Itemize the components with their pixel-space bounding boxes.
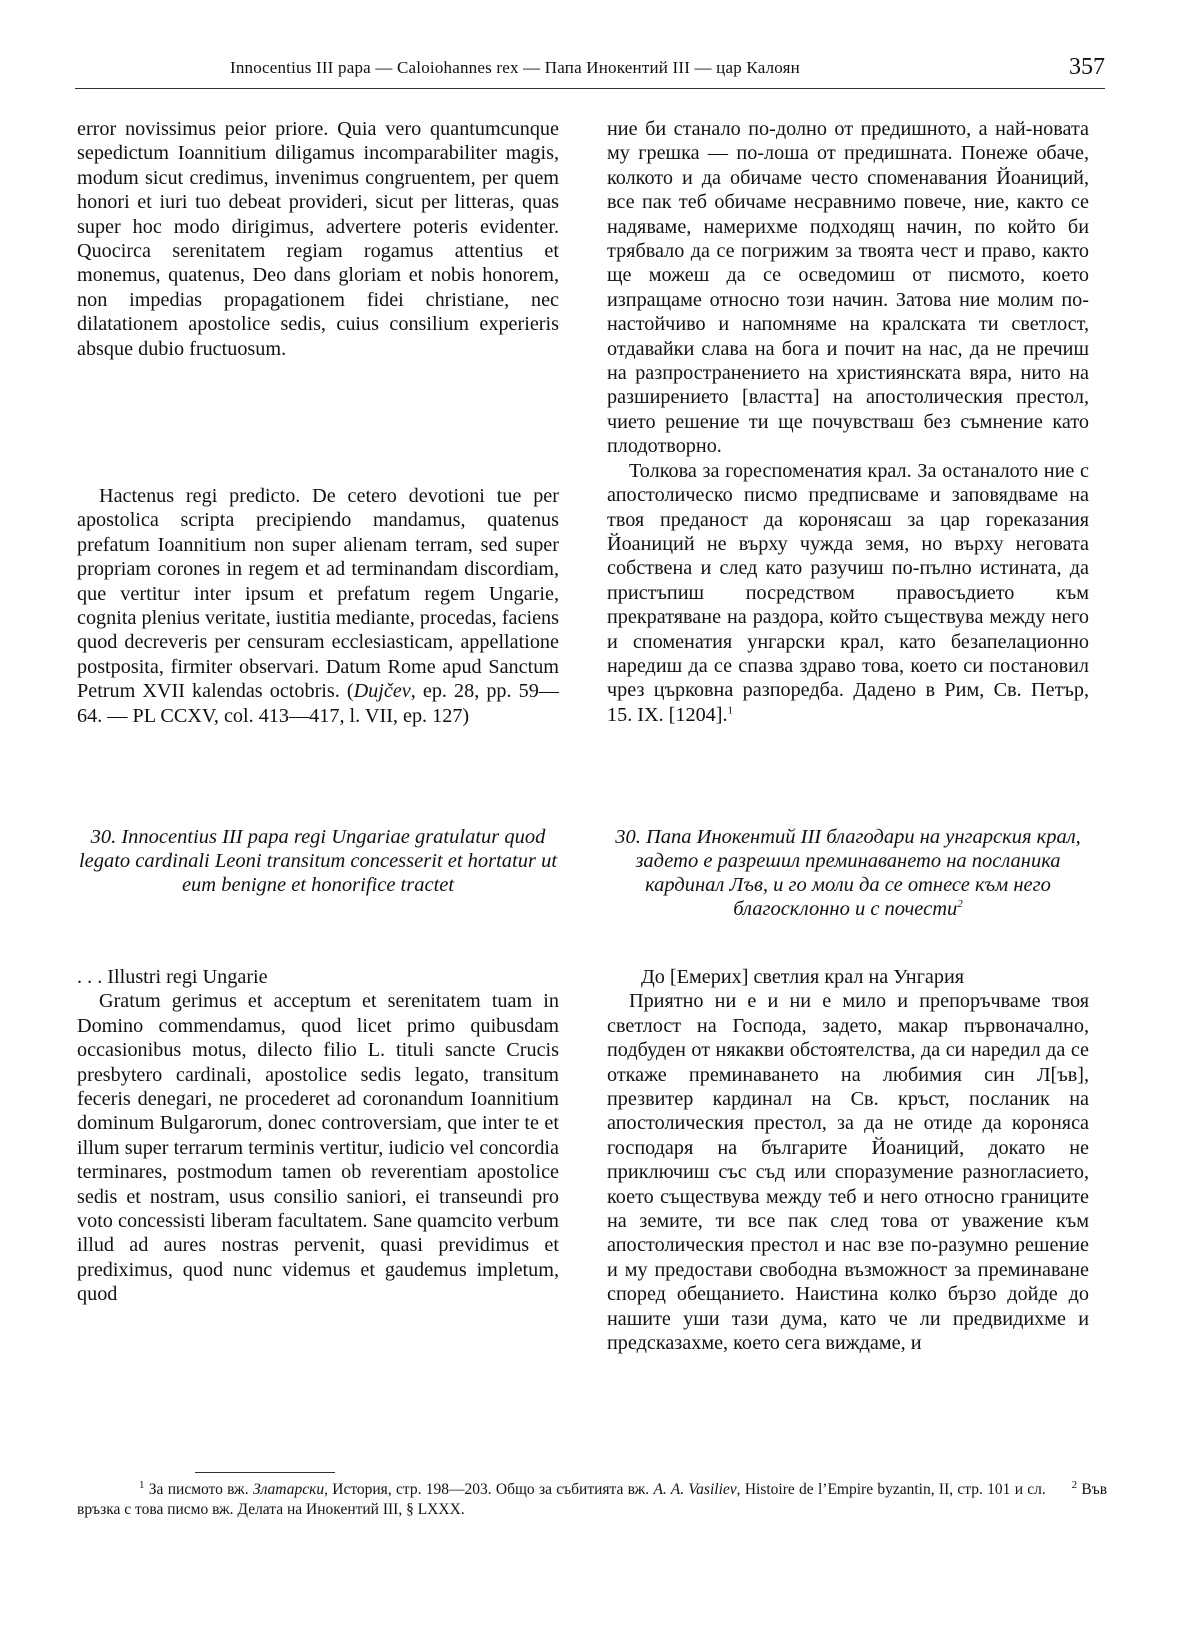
bulgarian-heading-block <box>607 825 1089 921</box>
footnote-1-a: За писмото вж. <box>148 1481 253 1498</box>
header-rule <box>75 88 1105 89</box>
ref-rest: , ep. 28, pp. 59—64. — PL CCXV, col. 413—417, l. VII, ep. 127) <box>77 680 559 727</box>
footnote-1 <box>77 1480 1107 1520</box>
running-title: Innocentius III papa — Caloiohannes rex — Папа Инокентий III — цар Калоян <box>230 58 800 77</box>
bulgarian-text-1: ние би станало по-долно от предишното, а най-новата му грешка — по-лоша от предишната. Понеже обаче, колкото и да обичаме често споменавания Йоаниций, все пак теб обичаме несравнимо повече, ние, както се надяваме, намерихме подходящ начин, по който би трябвало да се погрижим за твоята чест и право, както ще можеш да се осведомиш от писмото, което изпращаме относно този начин. Затова ние молим по-настойчиво и напомняме на кралската ти светлост, отдавайки слава на бога и почит на нас, да не пречиш на разпространението на християнската вяра, нито на разширението [властта] на апостолическия престол, чието решение ти ще почувстваш без съмнение като плодотворно. <box>607 118 1089 458</box>
footnote-2: Във връзка с това писмо вж. Делата на Инокентий III, § LXXX. <box>77 1481 1108 1518</box>
ref-author: Dujčev <box>353 680 411 703</box>
latin-text-2-body: Hactenus regi predicto. De cetero devotioni tue per apostolica scripta precipiendo mandamus, quatenus prefatum Ioannitium non super alienam terram, sed super propriam corones in regem et ad terminandam discordiam, que vertitur inter ipsum et prefatum regem Ungarie, cognita plenius veritate, iustitia mediante, procedas, faciens quod decreveris per censuram ecclesiasticam, appellatione postposita, firmiter observari. Datum Rome apud Sanctum Petrum XVII kalendas octobris. ( <box>77 485 559 703</box>
bulgarian-text-3: Приятно ни е и ни е мило и препоръчваме твоя светлост на Господа, задето, макар първоначално, подбуден от някакви обстоятелства, да си наредил да се откаже преминаването на любимия син Л[ъв], презвитер кардинал на Св. кръст, посланик на апостолическия престол, за да не отиде да коронясa господаря на българите Йоаниций, докато не приключиш със съд или споразумение разногласието, което съществува между теб и него относно границите на земите, ти все пак след това от уважение към апостолическия престол и нас взе по-разумно решение и му предостави свободна възможност за преминаване според обещанието. Наистина колко бързо дойде до нашите уши тази дума, като че ли предвидихме и предсказахме, което сега виждаме, и <box>607 990 1089 1355</box>
latin-text-3: Gratum gerimus et acceptum et serenitatem tuam in Domino commendamus, quod licet primo quibusdam occasionibus motus, dilecto filio L. tituli sancte Crucis presbytero cardinali, apostolice sedis legato, transitum feceris denegari, ne procederet ad coronandum Ioannitium dominum Bulgarorum, donec controversiam, que inter te et illum super terrarum terminis vertitur, iudicio vel concordia terminares, postmodum tamen ob reverentiam apostolice sedis et nostram, usus consilio saniori, ei transeundi pro voto concessisti liberam facultatem. Sane quamcito verbum illud ad aures nostras pervenit, quasi previdimus et prediximus, quod nunc videmus et gaudemus impletum, quod <box>77 990 559 1306</box>
latin-addressee: . . . Illustri regi Ungarie <box>77 966 268 988</box>
page-number: 357 <box>1069 54 1105 80</box>
bulgarian-addressee: До [Емерих] светлия крал на Унгария <box>641 966 965 988</box>
footnote-ref-1: 1 <box>727 704 734 717</box>
footnote-rule <box>195 1472 335 1473</box>
footnote-2-mark: 2 <box>1071 1478 1078 1491</box>
bulgarian-heading-text: 30. Папа Инокентий III благодари на унгарския крал, задето е разрешил преминаването на посланика кардинал Лъв, и го моли да се отнесе към него благосклонно и с почести <box>615 826 1081 920</box>
latin-paragraph-2 <box>77 484 559 728</box>
footnote-1-b: , История, стр. 198—203. Общо за събитията вж. <box>324 1481 654 1498</box>
bulgarian-letter <box>607 965 1089 1356</box>
footnote-1-author: Златарски <box>252 1481 325 1498</box>
bulgarian-text-2-body: Толкова за гореспоменатия крал. За останалото ние с апостолическо писмо предписваме и заповядваме на твоя преданост да коронясаш за цар горeказания Йоаниций не върху чужда земя, но върху неговата собствена и след като разучиш по-пълно истината, да пристъпиш посредством правосъдието към прекратяване на раздора, който съществува между него и споменатия унгарски крал, като безапелационно наредиш да се спазва здраво това, което си постановил чрез църковна разпоредба. Дадено в Рим, Св. Петър, 15. IX. [1204]. <box>607 459 1089 726</box>
latin-text-1: error novissimus peior priore. Quia vero quantumcunque sepedictum Ioannitium diligamus incomparabiliter magis, modum sicut credimus, invenimus congruentem, per quem honori et iuri tuo debeat provideri, sicut per litteras, quas super hoc modo dirigimus, advertere poteris evidenter. Quocirca serenitatem regiam rogamus attentius et monemus, quatenus, Deo dans gloriam et nobis honorem, non impedias propagationem fidei christiane, nec dilatationem apostolice sedis, cuius consilium experieris absque dubio fructuosum. <box>77 118 559 360</box>
latin-letter <box>77 965 559 1307</box>
footnote-ref-2: 2 <box>957 898 963 911</box>
latin-paragraph-1 <box>77 117 559 361</box>
bulgarian-text-2 <box>607 459 1089 727</box>
latin-heading-block <box>77 825 559 897</box>
bulgarian-paragraph-1 <box>607 117 1089 727</box>
bulgarian-heading <box>607 825 1089 921</box>
running-header <box>75 48 1105 88</box>
footnotes <box>77 1480 1107 1520</box>
footnote-1-mark: 1 <box>139 1478 145 1491</box>
footnote-1-c: , Histoire de l’Empire byzantin, II, стр. 101 и сл. <box>736 1481 1046 1498</box>
footnote-1-author2: A. A. Vasiliev <box>653 1481 737 1498</box>
latin-heading: 30. Innocentius III papa regi Ungariae gratulatur quod legato cardinali Leoni transitum concesserit et hortatur ut eum benigne et honorifice tractet <box>78 826 558 896</box>
latin-text-2 <box>77 484 559 728</box>
